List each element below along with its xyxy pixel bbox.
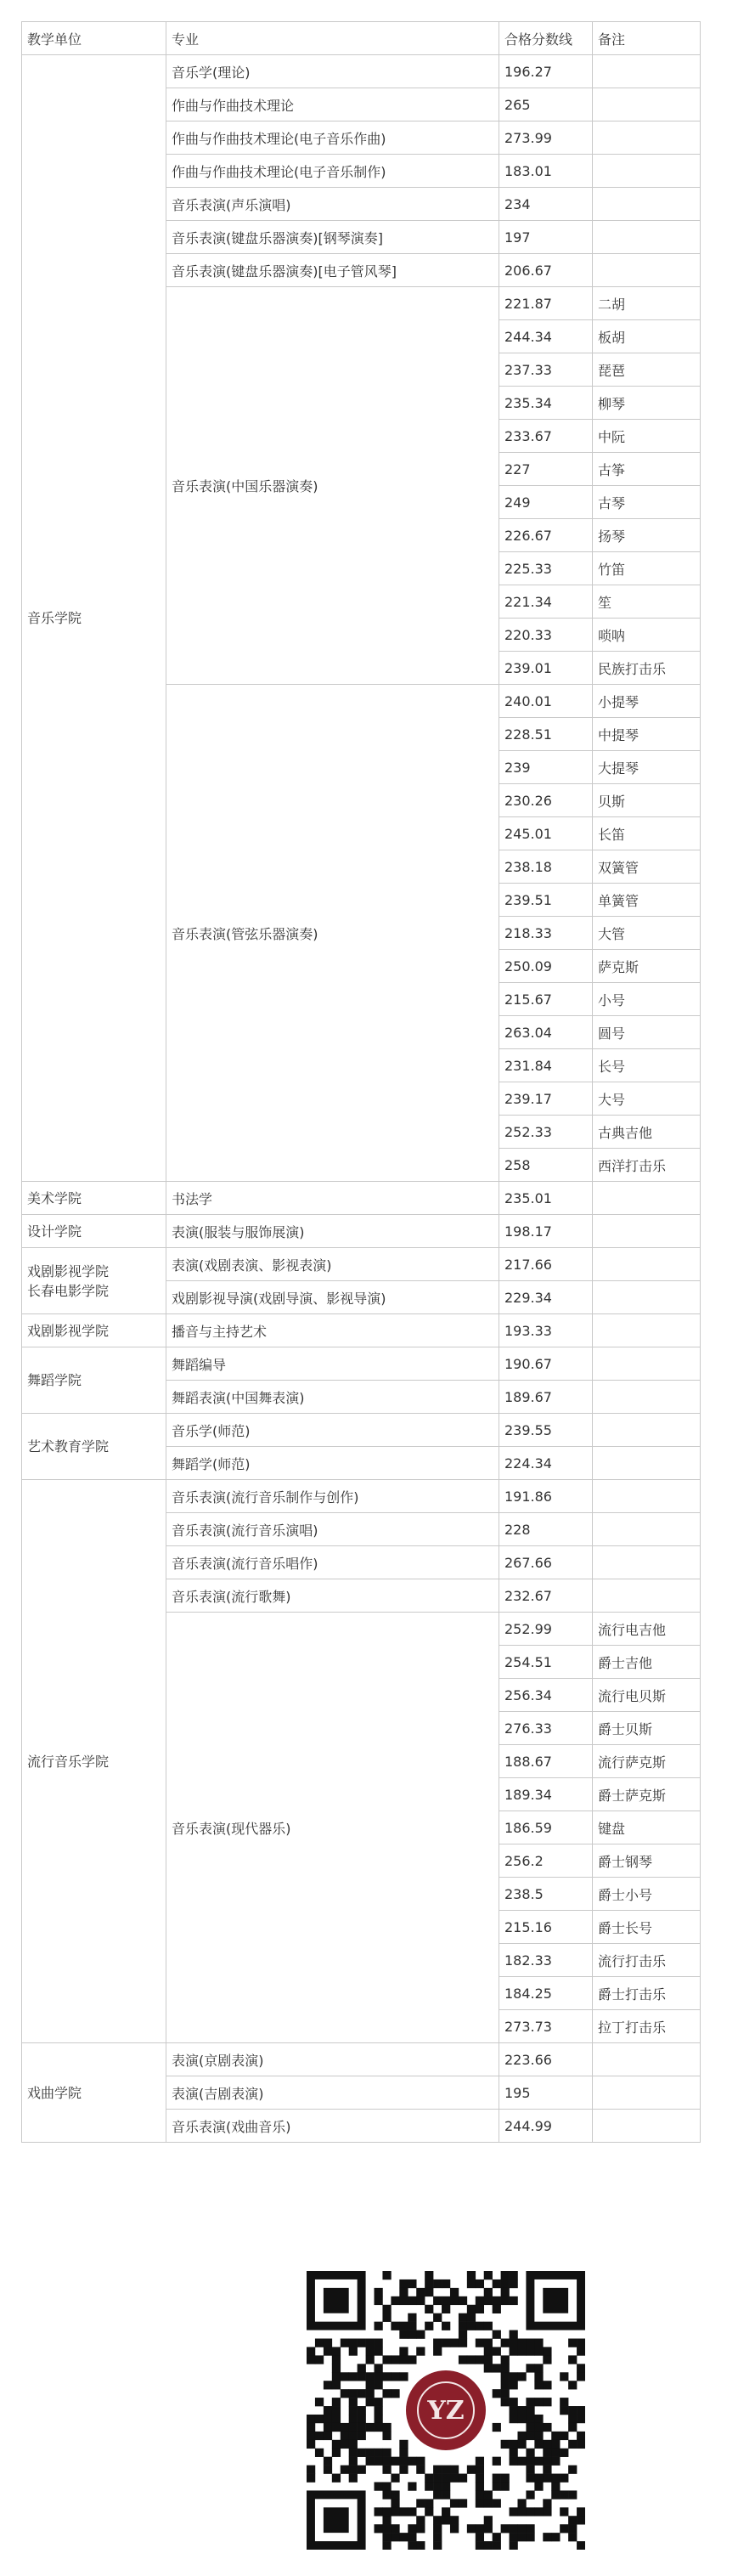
note-cell: 单簧管 [593,884,701,917]
note-cell [593,121,701,155]
note-cell: 中阮 [593,420,701,453]
major-cell: 音乐表演(流行音乐唱作) [166,1546,499,1579]
note-cell: 扬琴 [593,519,701,552]
score-cell: 229.34 [499,1281,593,1314]
score-table [21,21,701,2143]
note-cell: 拉丁打击乐 [593,2010,701,2043]
major-cell: 作曲与作曲技术理论(电子音乐作曲) [166,121,499,155]
unit-cell: 设计学院 [22,1215,166,1248]
score-cell: 252.33 [499,1116,593,1149]
header-unit: 教学单位 [22,22,166,55]
table-row [22,1414,701,1447]
note-cell [593,88,701,121]
score-cell: 215.67 [499,983,593,1016]
note-cell [593,1182,701,1215]
major-cell: 作曲与作曲技术理论(电子音乐制作) [166,155,499,188]
note-cell: 小提琴 [593,685,701,718]
note-cell: 板胡 [593,320,701,353]
score-cell: 234 [499,188,593,221]
score-cell: 265 [499,88,593,121]
score-cell: 231.84 [499,1049,593,1082]
score-cell: 273.99 [499,121,593,155]
score-cell: 276.33 [499,1712,593,1745]
score-cell: 189.67 [499,1381,593,1414]
score-cell: 239.01 [499,652,593,685]
note-cell: 圆号 [593,1016,701,1049]
table-row [22,1182,701,1215]
note-cell: 民族打击乐 [593,652,701,685]
score-cell: 244.34 [499,320,593,353]
score-cell: 256.2 [499,1844,593,1878]
unit-cell: 流行音乐学院 [22,1480,166,2043]
note-cell: 爵士长号 [593,1911,701,1944]
qr-finder-pattern [526,2271,585,2330]
score-cell: 218.33 [499,917,593,950]
note-cell [593,1248,701,1281]
score-cell: 238.18 [499,850,593,884]
note-cell: 流行电吉他 [593,1613,701,1646]
note-cell: 爵士吉他 [593,1646,701,1679]
score-cell: 215.16 [499,1911,593,1944]
score-cell: 196.27 [499,55,593,88]
note-cell: 竹笛 [593,552,701,585]
unit-cell: 戏剧影视学院 [22,1314,166,1347]
note-cell [593,2043,701,2076]
major-cell: 书法学 [166,1182,499,1215]
note-cell: 大提琴 [593,751,701,784]
note-cell [593,1480,701,1513]
note-cell: 键盘 [593,1811,701,1844]
score-cell: 244.99 [499,2110,593,2143]
note-cell [593,1447,701,1480]
school-logo [402,2366,490,2455]
score-cell: 195 [499,2076,593,2110]
table-row [22,55,701,88]
score-cell: 263.04 [499,1016,593,1049]
score-cell: 228 [499,1513,593,1546]
major-cell: 音乐表演(现代器乐) [166,1613,499,2043]
score-cell: 237.33 [499,353,593,387]
note-cell: 双簧管 [593,850,701,884]
table-row [22,1480,701,1513]
note-cell [593,1347,701,1381]
qr-finder-pattern [307,2490,366,2550]
note-cell: 流行电贝斯 [593,1679,701,1712]
note-cell [593,2076,701,2110]
major-cell: 音乐表演(流行歌舞) [166,1579,499,1613]
note-cell [593,188,701,221]
score-cell: 245.01 [499,817,593,850]
score-cell: 267.66 [499,1546,593,1579]
unit-cell: 戏曲学院 [22,2043,166,2143]
score-cell: 256.34 [499,1679,593,1712]
header-major: 专业 [166,22,499,55]
score-cell: 217.66 [499,1248,593,1281]
note-cell [593,221,701,254]
note-cell: 琵琶 [593,353,701,387]
score-cell: 182.33 [499,1944,593,1977]
major-cell: 表演(服装与服饰展演) [166,1215,499,1248]
note-cell: 西洋打击乐 [593,1149,701,1182]
table-row [22,1347,701,1381]
unit-cell: 戏剧影视学院 长春电影学院 [22,1248,166,1314]
note-cell [593,55,701,88]
score-cell: 190.67 [499,1347,593,1381]
note-cell: 笙 [593,585,701,619]
note-cell: 萨克斯 [593,950,701,983]
note-cell [593,1281,701,1314]
note-cell [593,1579,701,1613]
table-row [22,1314,701,1347]
major-cell: 播音与主持艺术 [166,1314,499,1347]
note-cell [593,1546,701,1579]
note-cell: 爵士贝斯 [593,1712,701,1745]
score-cell: 221.87 [499,287,593,320]
note-cell: 贝斯 [593,784,701,817]
score-cell: 206.67 [499,254,593,287]
score-cell: 252.99 [499,1613,593,1646]
note-cell: 古琴 [593,486,701,519]
score-cell: 233.67 [499,420,593,453]
score-cell: 197 [499,221,593,254]
note-cell: 小号 [593,983,701,1016]
note-cell [593,1513,701,1546]
note-cell [593,1381,701,1414]
score-cell: 250.09 [499,950,593,983]
score-cell: 239 [499,751,593,784]
note-cell [593,254,701,287]
note-cell: 流行萨克斯 [593,1745,701,1778]
major-cell: 戏剧影视导演(戏剧导演、影视导演) [166,1281,499,1314]
table-row [22,1248,701,1281]
score-cell: 191.86 [499,1480,593,1513]
score-cell: 258 [499,1149,593,1182]
major-cell: 表演(京剧表演) [166,2043,499,2076]
score-cell: 228.51 [499,718,593,751]
note-cell [593,1215,701,1248]
note-cell [593,2110,701,2143]
score-cell: 183.01 [499,155,593,188]
note-cell: 唢呐 [593,619,701,652]
major-cell: 音乐表演(流行音乐演唱) [166,1513,499,1546]
score-cell: 186.59 [499,1811,593,1844]
note-cell: 柳琴 [593,387,701,420]
header-score: 合格分数线 [499,22,593,55]
score-cell: 240.01 [499,685,593,718]
major-cell: 音乐学(师范) [166,1414,499,1447]
score-cell: 221.34 [499,585,593,619]
score-cell: 239.17 [499,1082,593,1116]
note-cell: 大管 [593,917,701,950]
major-cell: 音乐表演(戏曲音乐) [166,2110,499,2143]
note-cell: 长号 [593,1049,701,1082]
score-cell: 235.34 [499,387,593,420]
major-cell: 表演(吉剧表演) [166,2076,499,2110]
score-cell: 273.73 [499,2010,593,2043]
major-cell: 音乐学(理论) [166,55,499,88]
note-cell: 大号 [593,1082,701,1116]
table-header-row [22,22,701,55]
score-cell: 198.17 [499,1215,593,1248]
note-cell: 流行打击乐 [593,1944,701,1977]
score-cell: 223.66 [499,2043,593,2076]
score-cell: 239.51 [499,884,593,917]
unit-cell: 艺术教育学院 [22,1414,166,1480]
note-cell: 古筝 [593,453,701,486]
score-cell: 238.5 [499,1878,593,1911]
score-cell: 224.34 [499,1447,593,1480]
major-cell: 舞蹈表演(中国舞表演) [166,1381,499,1414]
score-cell: 232.67 [499,1579,593,1613]
major-cell: 音乐表演(流行音乐制作与创作) [166,1480,499,1513]
score-cell: 235.01 [499,1182,593,1215]
unit-cell: 美术学院 [22,1182,166,1215]
note-cell [593,1314,701,1347]
note-cell: 二胡 [593,287,701,320]
score-cell: 226.67 [499,519,593,552]
score-cell: 220.33 [499,619,593,652]
score-cell: 188.67 [499,1745,593,1778]
score-cell: 230.26 [499,784,593,817]
major-cell: 音乐表演(中国乐器演奏) [166,287,499,685]
score-cell: 184.25 [499,1977,593,2010]
note-cell [593,155,701,188]
score-cell: 254.51 [499,1646,593,1679]
score-cell: 193.33 [499,1314,593,1347]
note-cell: 古典吉他 [593,1116,701,1149]
header-note: 备注 [593,22,701,55]
score-cell: 189.34 [499,1778,593,1811]
logo-text: YZ [427,2396,465,2426]
score-cell: 225.33 [499,552,593,585]
major-cell: 音乐表演(键盘乐器演奏)[电子管风琴] [166,254,499,287]
qr-finder-pattern [307,2271,366,2330]
major-cell: 舞蹈编导 [166,1347,499,1381]
score-cell: 249 [499,486,593,519]
note-cell: 爵士打击乐 [593,1977,701,2010]
score-cell: 227 [499,453,593,486]
major-cell: 作曲与作曲技术理论 [166,88,499,121]
note-cell [593,1414,701,1447]
major-cell: 音乐表演(声乐演唱) [166,188,499,221]
note-cell: 爵士钢琴 [593,1844,701,1878]
major-cell: 舞蹈学(师范) [166,1447,499,1480]
major-cell: 音乐表演(管弦乐器演奏) [166,685,499,1182]
note-cell: 中提琴 [593,718,701,751]
table-row [22,1215,701,1248]
qr-code-graphic [307,2271,585,2550]
table-body [22,55,701,2143]
note-cell: 爵士小号 [593,1878,701,1911]
note-cell: 长笛 [593,817,701,850]
qr-code [307,2271,585,2550]
score-cell: 239.55 [499,1414,593,1447]
table-row [22,2043,701,2076]
major-cell: 表演(戏剧表演、影视表演) [166,1248,499,1281]
unit-cell: 舞蹈学院 [22,1347,166,1414]
unit-cell: 音乐学院 [22,55,166,1182]
major-cell: 音乐表演(键盘乐器演奏)[钢琴演奏] [166,221,499,254]
note-cell: 爵士萨克斯 [593,1778,701,1811]
